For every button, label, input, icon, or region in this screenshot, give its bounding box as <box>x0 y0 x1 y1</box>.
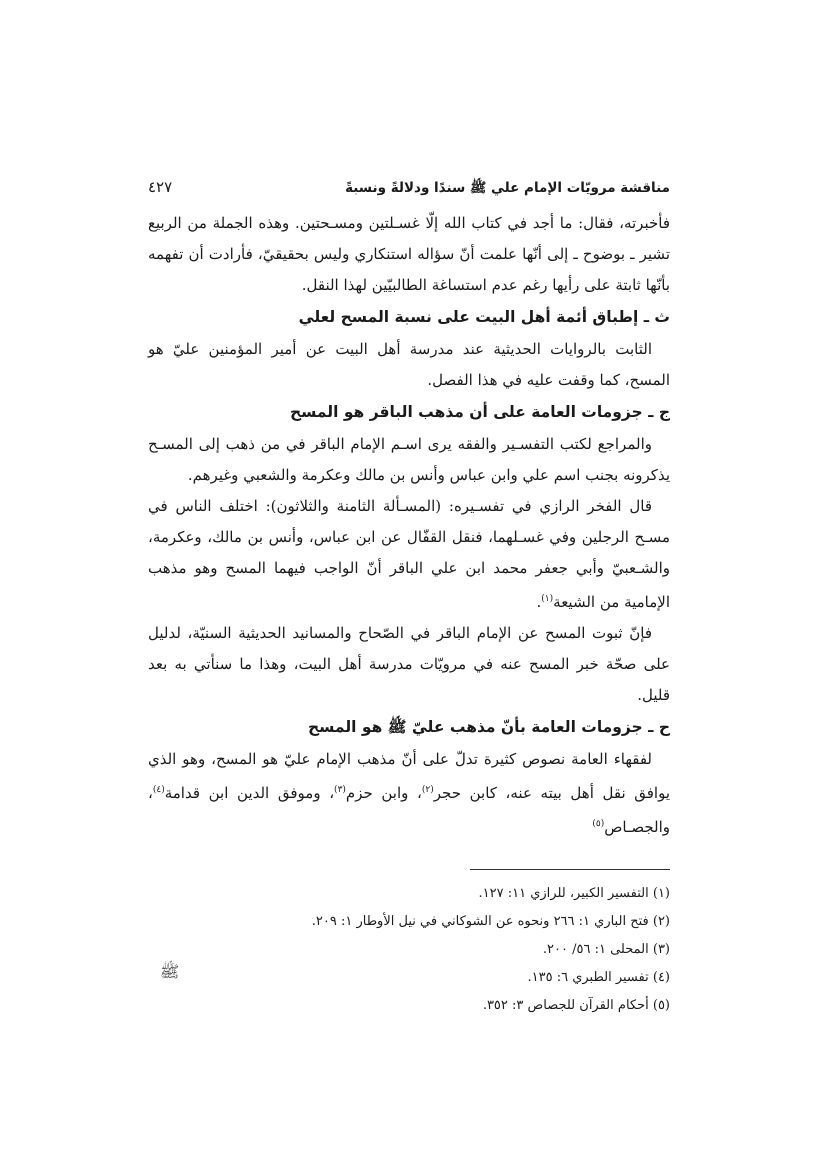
footnote-divider <box>470 869 670 870</box>
footnote-item: (٥) أحكام القرآن للجصاص ٣: ٣٥٢. <box>482 998 670 1013</box>
page-content <box>148 178 670 1020</box>
honorific-mark-icon: ﷺ <box>160 962 180 981</box>
period: . <box>536 593 542 611</box>
text-segment: ، وابن حزم <box>345 784 422 802</box>
paragraph-continuation: فأخبرته، فقال: ما أجد في كتاب الله إلّا غسـلتين ومسـحتين. وهذه الجملة من الربيع تشير ـ بوضوح ـ إلى أنّها علمت أنّ سؤاله استنكاري وليس بحقيقيّ، فأرادت أن تفهمه بأنّها ثابتة على رأيها رغم عدم استساغة الطالبيّين لهذا النقل. <box>148 214 670 294</box>
section-heading-ha: ح ـ جزومات العامة بأنّ مذهب عليّ ﷺ هو المسح <box>307 718 670 736</box>
footnote-ref-4: (٤) <box>152 785 165 795</box>
footnote-item: (٤) تفسير الطبري ٦: ١٣٥. <box>527 970 670 985</box>
footnote-ref-5: (٥) <box>592 819 605 829</box>
running-head <box>148 178 670 208</box>
paragraph-with-refs <box>148 744 670 843</box>
footnote-item: (٣) المحلى ١: ٥٦/ ٢٠٠. <box>542 942 670 957</box>
section-heading-jim: ج ـ جزومات العامة على أن مذهب الباقر هو المسح <box>289 403 670 421</box>
text-segment: ، والجصـاص <box>148 784 670 836</box>
footnote-ref-2: (٢) <box>421 785 434 795</box>
paragraph-razi-quote <box>148 491 670 618</box>
paragraph: الثابت بالروايات الحديثية عند مدرسة أهل البيت عن أمير المؤمنين عليّ هو المسح، كما وقفت عليه في هذا الفصل. <box>148 340 670 389</box>
quote-text: قال الفخر الرازي في تفسـيره: (المسـألة الثامنة والثلاثون): اختلف الناس في مسـح الرجلين وفي غسـلهما، فنقل القفّال عن ابن عباس، وأنس بن مالك، وعكرمة، والشـعبيّ وأبي جعفر محمد ابن علي الباقر أنّ الواجب فيهما المسح وهو مذهب الإمامية من الشيعة <box>148 497 670 611</box>
paragraph: فإنّ ثبوت المسح عن الإمام الباقر في الصّحاح والمسانيد الحديثية السنيّة، لدليل على صحّة خبر المسح عنه في مرويّات مدرسة أهل البيت، وهذا ما سنأتي به بعد قليل. <box>148 624 670 704</box>
page-number: ٤٢٧ <box>148 178 173 196</box>
paragraph: والمراجع لكتب التفسـير والفقه يرى اسـم الإمام الباقر في من ذهب إلى المسـح يذكرونه بجنب اسم علي وابن عباس وأنس بن مالك وعكرمة والشعبي وغيرهم. <box>148 435 670 484</box>
footnote-ref-1: (١) <box>541 594 554 604</box>
text-segment: ، وموفق الدين ابن قدامة <box>164 784 335 802</box>
section-heading-tha: ث ـ إطباق أئمة أهل البيت على نسبة المسح لعلي <box>298 308 670 326</box>
footnotes <box>148 880 670 1020</box>
footnote-item: (٢) فتح الباري ١: ٢٦٦ ونحوه عن الشوكاني في نيل الأوطار ١: ٢٠٩. <box>311 914 670 929</box>
running-title: مناقشة مرويّات الإمام علي ﷺ سندًا ودلالةً ونسبةً <box>345 180 670 196</box>
footnote-ref-3: (٣) <box>334 785 346 795</box>
text-segment: لفقهاء العامة نصوص كثيرة تدلّ على أنّ مذهب الإمام عليّ هو المسح، وهو الذي يوافق نقل أهل بيته عنه، كابن حجر <box>148 750 671 802</box>
footnote-item: (١) التفسير الكبير، للرازي ١١: ١٢٧. <box>478 886 670 901</box>
